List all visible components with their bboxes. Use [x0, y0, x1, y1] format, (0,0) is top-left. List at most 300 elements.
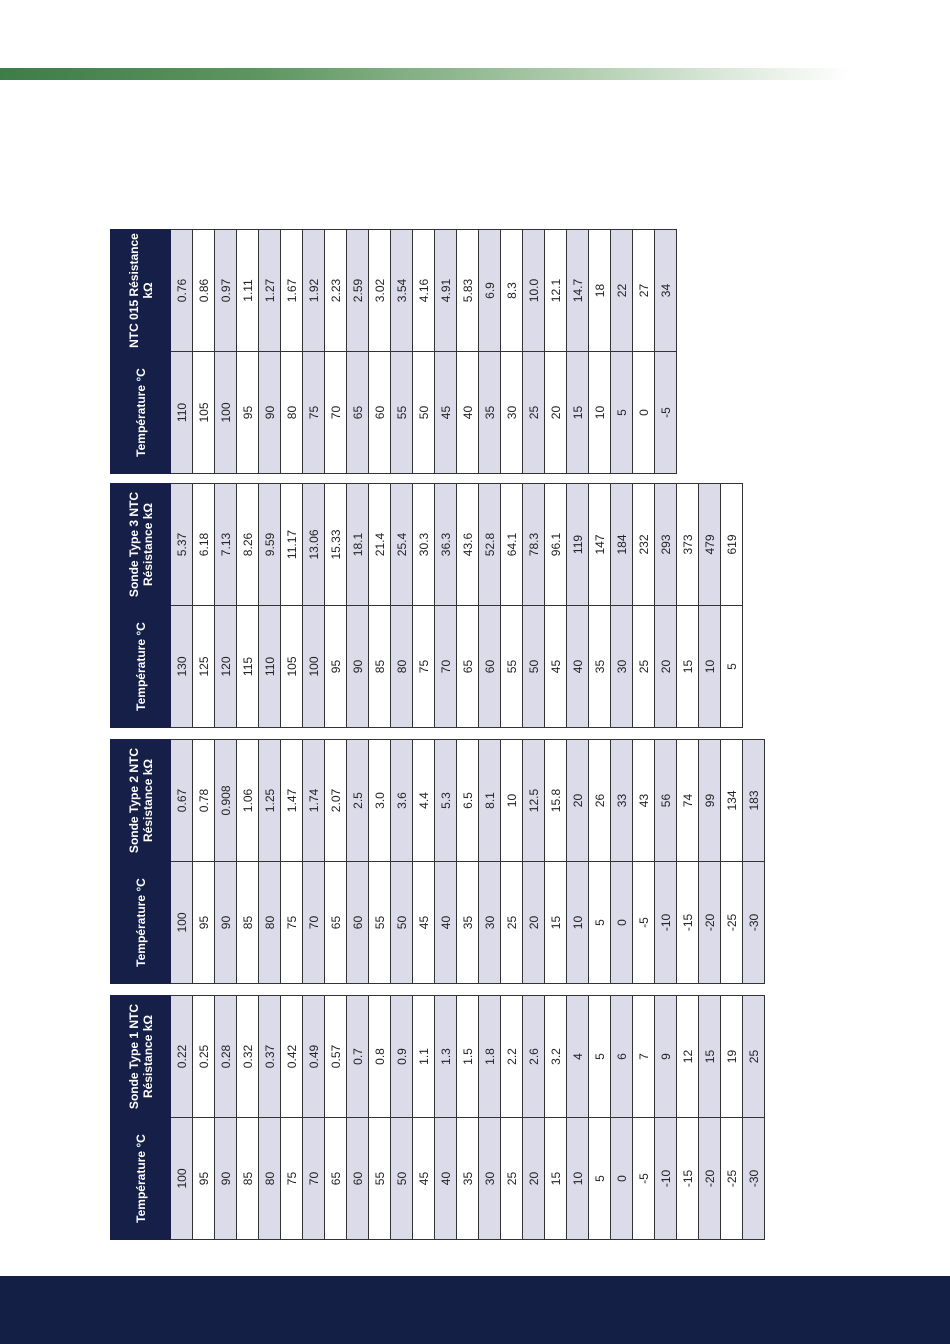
resistance-cell: 3.02: [369, 230, 391, 352]
resistance-cell: 25.4: [391, 484, 413, 606]
table-row: [259, 996, 281, 1240]
resistance-cell: 1.92: [303, 230, 325, 352]
header-temperature: Température °C: [111, 1118, 171, 1240]
header-temperature: Température °C: [111, 862, 171, 984]
header-resistance: Sonde Type 2 NTC Résistance kΩ: [111, 740, 171, 862]
table-row: [435, 996, 457, 1240]
resistance-cell: 1.74: [303, 740, 325, 862]
resistance-cell: 1.1: [413, 996, 435, 1118]
temperature-cell: -5: [633, 1118, 655, 1240]
temperature-cell: 30: [501, 352, 523, 474]
resistance-cell: 8.26: [237, 484, 259, 606]
table-row: [677, 484, 699, 728]
table-row: [325, 996, 347, 1240]
resistance-cell: 0.97: [215, 230, 237, 352]
table-row: [589, 484, 611, 728]
temperature-cell: 130: [171, 606, 193, 728]
temperature-cell: 60: [369, 352, 391, 474]
table-header-row: [111, 484, 171, 728]
table-row: [259, 484, 281, 728]
table-row: [743, 740, 765, 984]
table-row: [479, 484, 501, 728]
resistance-cell: 2.2: [501, 996, 523, 1118]
temperature-cell: 25: [523, 352, 545, 474]
resistance-cell: 0.22: [171, 996, 193, 1118]
resistance-cell: 12.5: [523, 740, 545, 862]
resistance-cell: 12.1: [545, 230, 567, 352]
table-row: [523, 484, 545, 728]
table-row: [545, 230, 567, 474]
table-row: [457, 740, 479, 984]
temperature-cell: 65: [457, 606, 479, 728]
resistance-cell: 9: [655, 996, 677, 1118]
table-row: [589, 996, 611, 1240]
temperature-cell: 45: [413, 1118, 435, 1240]
resistance-cell: 74: [677, 740, 699, 862]
resistance-cell: 22: [611, 230, 633, 352]
table-row: [523, 230, 545, 474]
resistance-cell: 0.28: [215, 996, 237, 1118]
resistance-cell: 5.37: [171, 484, 193, 606]
resistance-cell: 1.47: [281, 740, 303, 862]
temperature-cell: 10: [589, 352, 611, 474]
temperature-cell: 65: [325, 1118, 347, 1240]
temperature-cell: 25: [633, 606, 655, 728]
resistance-cell: 36.3: [435, 484, 457, 606]
resistance-cell: 0.67: [171, 740, 193, 862]
table-row: [699, 740, 721, 984]
temperature-cell: 35: [457, 1118, 479, 1240]
resistance-cell: 0.908: [215, 740, 237, 862]
resistance-cell: 134: [721, 740, 743, 862]
table-row: [479, 996, 501, 1240]
resistance-cell: 0.42: [281, 996, 303, 1118]
resistance-cell: 373: [677, 484, 699, 606]
temperature-cell: 110: [171, 352, 193, 474]
table-row: [413, 740, 435, 984]
resistance-cell: 0.7: [347, 996, 369, 1118]
temperature-cell: 40: [435, 1118, 457, 1240]
resistance-cell: 1.3: [435, 996, 457, 1118]
temperature-cell: 5: [611, 352, 633, 474]
table-row: [655, 740, 677, 984]
resistance-cell: 10: [501, 740, 523, 862]
resistance-cell: 6.18: [193, 484, 215, 606]
resistance-cell: 1.5: [457, 996, 479, 1118]
resistance-cell: 232: [633, 484, 655, 606]
table-ntc-015: [110, 229, 677, 474]
table-row: [303, 996, 325, 1240]
rotated-tables-container: [110, 220, 761, 1240]
table-row: [413, 230, 435, 474]
resistance-cell: 293: [655, 484, 677, 606]
resistance-cell: 0.86: [193, 230, 215, 352]
table-row: [721, 484, 743, 728]
resistance-cell: 5.3: [435, 740, 457, 862]
table-row: [611, 996, 633, 1240]
temperature-cell: 0: [611, 1118, 633, 1240]
table-row: [413, 996, 435, 1240]
table-row: [655, 230, 677, 474]
resistance-cell: 119: [567, 484, 589, 606]
temperature-cell: 5: [721, 606, 743, 728]
table-row: [391, 230, 413, 474]
resistance-cell: 6.9: [479, 230, 501, 352]
temperature-cell: 15: [545, 1118, 567, 1240]
table-row: [193, 996, 215, 1240]
temperature-cell: 35: [457, 862, 479, 984]
resistance-cell: 18: [589, 230, 611, 352]
temperature-cell: 80: [259, 1118, 281, 1240]
table-header-row: [111, 740, 171, 984]
temperature-cell: 10: [699, 606, 721, 728]
resistance-cell: 96.1: [545, 484, 567, 606]
temperature-cell: -30: [743, 1118, 765, 1240]
resistance-cell: 7: [633, 996, 655, 1118]
temperature-cell: -10: [655, 1118, 677, 1240]
resistance-cell: 0.78: [193, 740, 215, 862]
temperature-cell: 50: [523, 606, 545, 728]
resistance-cell: 1.27: [259, 230, 281, 352]
resistance-cell: 3.6: [391, 740, 413, 862]
table-row: [193, 230, 215, 474]
resistance-cell: 26: [589, 740, 611, 862]
table-row: [303, 230, 325, 474]
header-temperature: Température °C: [111, 352, 171, 474]
table-row: [435, 740, 457, 984]
resistance-cell: 19: [721, 996, 743, 1118]
temperature-cell: 15: [677, 606, 699, 728]
resistance-cell: 43.6: [457, 484, 479, 606]
resistance-cell: 619: [721, 484, 743, 606]
resistance-cell: 2.07: [325, 740, 347, 862]
resistance-cell: 3.2: [545, 996, 567, 1118]
table-row: [435, 484, 457, 728]
temperature-cell: 40: [457, 352, 479, 474]
resistance-cell: 11.17: [281, 484, 303, 606]
temperature-cell: 0: [633, 352, 655, 474]
resistance-cell: 2.59: [347, 230, 369, 352]
temperature-cell: 60: [479, 606, 501, 728]
temperature-cell: -25: [721, 1118, 743, 1240]
header-gradient-band: [0, 68, 850, 80]
temperature-cell: 90: [215, 1118, 237, 1240]
temperature-cell: 15: [545, 862, 567, 984]
temperature-cell: -25: [721, 862, 743, 984]
resistance-cell: 8.1: [479, 740, 501, 862]
table-row: [611, 484, 633, 728]
resistance-cell: 479: [699, 484, 721, 606]
temperature-cell: 95: [193, 862, 215, 984]
resistance-cell: 21.4: [369, 484, 391, 606]
resistance-cell: 0.76: [171, 230, 193, 352]
resistance-cell: 0.25: [193, 996, 215, 1118]
resistance-cell: 99: [699, 740, 721, 862]
temperature-cell: 75: [413, 606, 435, 728]
temperature-cell: -20: [699, 862, 721, 984]
temperature-cell: 55: [391, 352, 413, 474]
table-row: [633, 230, 655, 474]
temperature-cell: 40: [567, 606, 589, 728]
resistance-cell: 56: [655, 740, 677, 862]
temperature-cell: 90: [215, 862, 237, 984]
temperature-cell: 75: [303, 352, 325, 474]
resistance-cell: 15: [699, 996, 721, 1118]
temperature-cell: -15: [677, 862, 699, 984]
table-row: [237, 996, 259, 1240]
temperature-cell: 65: [347, 352, 369, 474]
temperature-cell: 55: [501, 606, 523, 728]
temperature-cell: 80: [259, 862, 281, 984]
table-row: [303, 484, 325, 728]
temperature-cell: 0: [611, 862, 633, 984]
resistance-cell: 25: [743, 996, 765, 1118]
table-row: [501, 484, 523, 728]
table-row: [633, 484, 655, 728]
resistance-cell: 6: [611, 996, 633, 1118]
temperature-cell: 70: [325, 352, 347, 474]
temperature-cell: 80: [391, 606, 413, 728]
temperature-cell: 10: [567, 862, 589, 984]
temperature-cell: 50: [391, 1118, 413, 1240]
table-row: [567, 230, 589, 474]
table-row: [567, 996, 589, 1240]
temperature-cell: 105: [281, 606, 303, 728]
temperature-cell: 15: [567, 352, 589, 474]
temperature-cell: 45: [435, 352, 457, 474]
resistance-cell: 1.25: [259, 740, 281, 862]
table-row: [369, 996, 391, 1240]
temperature-cell: 85: [237, 862, 259, 984]
table-row: [259, 230, 281, 474]
table-row: [435, 230, 457, 474]
table-row: [721, 996, 743, 1240]
resistance-cell: 33: [611, 740, 633, 862]
table-sonde-type-2: [110, 739, 765, 984]
resistance-cell: 20: [567, 740, 589, 862]
table-row: [721, 740, 743, 984]
table-row: [655, 484, 677, 728]
table-row: [677, 740, 699, 984]
resistance-cell: 3.54: [391, 230, 413, 352]
temperature-cell: -10: [655, 862, 677, 984]
temperature-cell: 100: [303, 606, 325, 728]
resistance-cell: 34: [655, 230, 677, 352]
temperature-cell: 20: [655, 606, 677, 728]
resistance-cell: 1.11: [237, 230, 259, 352]
temperature-cell: 25: [501, 862, 523, 984]
resistance-cell: 4.91: [435, 230, 457, 352]
table-row: [369, 740, 391, 984]
resistance-cell: 147: [589, 484, 611, 606]
table-row: [237, 230, 259, 474]
temperature-cell: 5: [589, 1118, 611, 1240]
temperature-cell: 25: [501, 1118, 523, 1240]
temperature-cell: 50: [413, 352, 435, 474]
temperature-cell: 70: [303, 862, 325, 984]
temperature-cell: 30: [479, 1118, 501, 1240]
temperature-cell: 70: [435, 606, 457, 728]
temperature-cell: 75: [281, 862, 303, 984]
footer-band: [0, 1276, 950, 1344]
resistance-cell: 43: [633, 740, 655, 862]
table-row: [611, 230, 633, 474]
resistance-cell: 0.37: [259, 996, 281, 1118]
table-row: [171, 230, 193, 474]
resistance-cell: 0.9: [391, 996, 413, 1118]
resistance-cell: 78.3: [523, 484, 545, 606]
table-sonde-type-3: [110, 483, 743, 728]
table-row: [699, 484, 721, 728]
resistance-cell: 7.13: [215, 484, 237, 606]
temperature-cell: 30: [479, 862, 501, 984]
temperature-cell: 95: [193, 1118, 215, 1240]
resistance-cell: 2.5: [347, 740, 369, 862]
resistance-cell: 0.49: [303, 996, 325, 1118]
header-resistance: Sonde Type 1 NTC Résistance kΩ: [111, 996, 171, 1118]
temperature-cell: 30: [611, 606, 633, 728]
table-row: [347, 740, 369, 984]
resistance-cell: 183: [743, 740, 765, 862]
temperature-cell: 75: [281, 1118, 303, 1240]
header-resistance: Sonde Type 3 NTC Résistance kΩ: [111, 484, 171, 606]
resistance-cell: 18.1: [347, 484, 369, 606]
table-row: [193, 484, 215, 728]
resistance-cell: 8.3: [501, 230, 523, 352]
table-row: [193, 740, 215, 984]
table-row: [479, 230, 501, 474]
table-row: [457, 484, 479, 728]
temperature-cell: 20: [523, 862, 545, 984]
table-row: [369, 484, 391, 728]
temperature-cell: 85: [369, 606, 391, 728]
resistance-cell: 27: [633, 230, 655, 352]
table-row: [281, 996, 303, 1240]
temperature-cell: 60: [347, 1118, 369, 1240]
table-row: [457, 230, 479, 474]
resistance-cell: 2.6: [523, 996, 545, 1118]
table-row: [567, 740, 589, 984]
temperature-cell: 55: [369, 1118, 391, 1240]
temperature-cell: 80: [281, 352, 303, 474]
temperature-cell: 5: [589, 862, 611, 984]
temperature-cell: 55: [369, 862, 391, 984]
table-row: [545, 484, 567, 728]
table-row: [303, 740, 325, 984]
resistance-cell: 6.5: [457, 740, 479, 862]
resistance-cell: 1.06: [237, 740, 259, 862]
table-sonde-type-1: [110, 995, 765, 1240]
temperature-cell: 125: [193, 606, 215, 728]
table-row: [215, 740, 237, 984]
table-row: [171, 996, 193, 1240]
temperature-cell: -20: [699, 1118, 721, 1240]
temperature-cell: 45: [545, 606, 567, 728]
table-row: [215, 230, 237, 474]
temperature-cell: 100: [171, 862, 193, 984]
table-row: [171, 484, 193, 728]
temperature-cell: -15: [677, 1118, 699, 1240]
header-resistance: NTC 015 Résistance kΩ: [111, 230, 171, 352]
table-row: [633, 740, 655, 984]
temperature-cell: 10: [567, 1118, 589, 1240]
temperature-cell: 90: [347, 606, 369, 728]
resistance-cell: 5: [589, 996, 611, 1118]
table-row: [501, 740, 523, 984]
resistance-cell: 2.23: [325, 230, 347, 352]
table-row: [501, 230, 523, 474]
resistance-cell: 0.32: [237, 996, 259, 1118]
resistance-cell: 30.3: [413, 484, 435, 606]
table-row: [215, 484, 237, 728]
temperature-cell: 20: [545, 352, 567, 474]
table-row: [589, 230, 611, 474]
resistance-cell: 64.1: [501, 484, 523, 606]
resistance-cell: 4.16: [413, 230, 435, 352]
table-header-row: [111, 230, 171, 474]
table-row: [391, 484, 413, 728]
table-row: [699, 996, 721, 1240]
temperature-cell: 100: [171, 1118, 193, 1240]
table-row: [347, 996, 369, 1240]
table-row: [743, 996, 765, 1240]
temperature-cell: 105: [193, 352, 215, 474]
table-row: [215, 996, 237, 1240]
table-row: [391, 740, 413, 984]
resistance-cell: 184: [611, 484, 633, 606]
resistance-cell: 1.8: [479, 996, 501, 1118]
temperature-cell: 90: [259, 352, 281, 474]
temperature-cell: 100: [215, 352, 237, 474]
temperature-cell: 65: [325, 862, 347, 984]
temperature-cell: -30: [743, 862, 765, 984]
temperature-cell: 50: [391, 862, 413, 984]
table-row: [325, 484, 347, 728]
table-row: [545, 740, 567, 984]
table-row: [325, 740, 347, 984]
resistance-cell: 14.7: [567, 230, 589, 352]
resistance-cell: 12: [677, 996, 699, 1118]
resistance-cell: 3.0: [369, 740, 391, 862]
table-row: [545, 996, 567, 1240]
temperature-cell: 70: [303, 1118, 325, 1240]
temperature-cell: 115: [237, 606, 259, 728]
temperature-cell: 95: [237, 352, 259, 474]
temperature-cell: 35: [589, 606, 611, 728]
table-row: [567, 484, 589, 728]
table-row: [237, 484, 259, 728]
table-header-row: [111, 996, 171, 1240]
temperature-cell: 60: [347, 862, 369, 984]
table-row: [633, 996, 655, 1240]
resistance-cell: 15.8: [545, 740, 567, 862]
temperature-cell: 110: [259, 606, 281, 728]
temperature-cell: -5: [655, 352, 677, 474]
header-temperature: Température °C: [111, 606, 171, 728]
table-row: [589, 740, 611, 984]
table-row: [347, 230, 369, 474]
resistance-cell: 10.0: [523, 230, 545, 352]
temperature-cell: 85: [237, 1118, 259, 1240]
temperature-cell: 45: [413, 862, 435, 984]
table-row: [523, 996, 545, 1240]
table-row: [611, 740, 633, 984]
table-row: [347, 484, 369, 728]
resistance-cell: 52.8: [479, 484, 501, 606]
temperature-cell: 120: [215, 606, 237, 728]
temperature-cell: 40: [435, 862, 457, 984]
resistance-cell: 9.59: [259, 484, 281, 606]
